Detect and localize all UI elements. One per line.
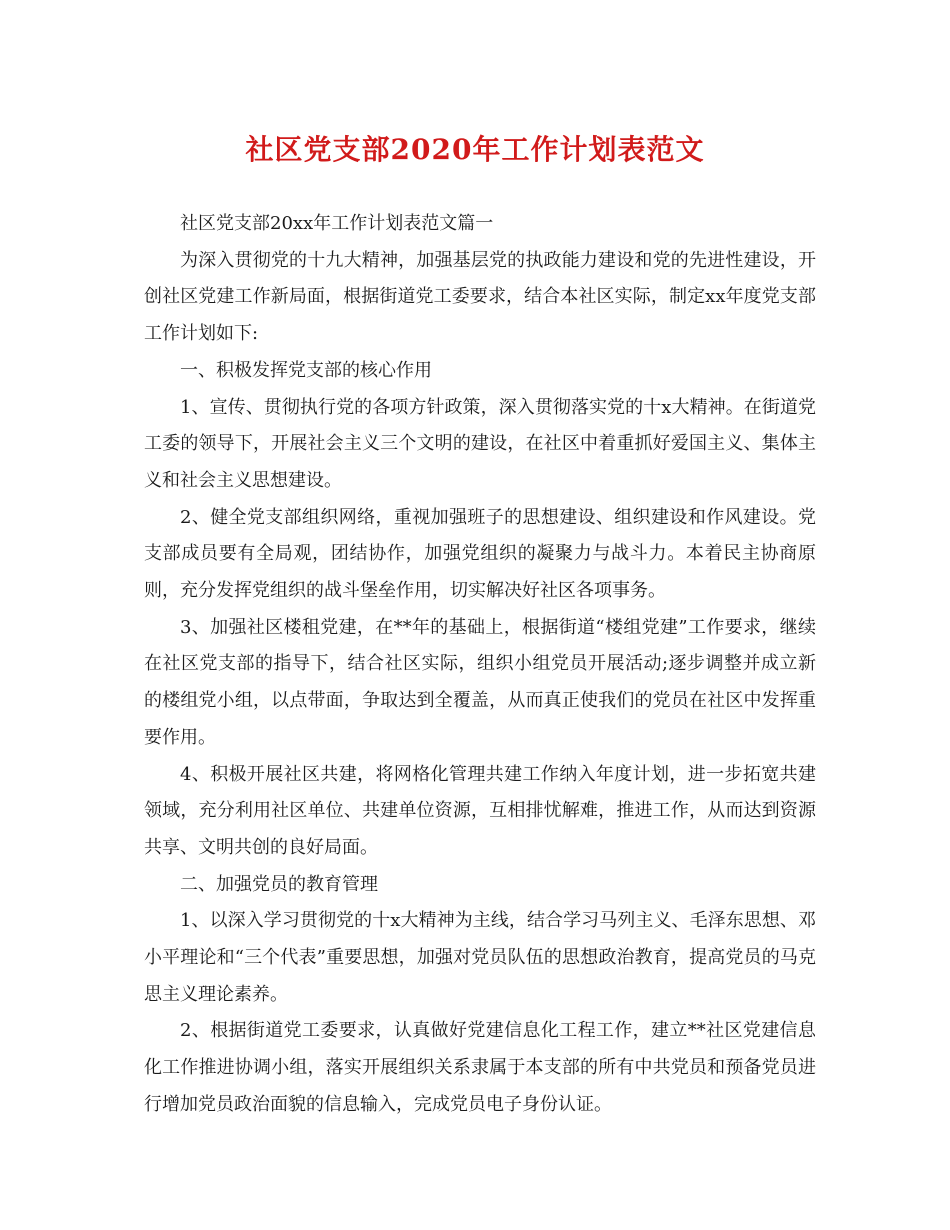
- document-body: [144, 206, 816, 1124]
- paragraph-item-1-4: 4、积极开展社区共建，将网格化管理共建工作纳入年度计划，进一步拓宽共建领域，充分利用社区单位、共建单位资源，互相排忧解难，推进工作，从而达到资源共享、文明共创的良好局面。: [144, 763, 816, 858]
- paragraph-item-1-2: 2、健全党支部组织网络，重视加强班子的思想建设、组织建设和作风建设。党支部成员要有全局观，团结协作，加强党组织的凝聚力与战斗力。本着民主协商原则，充分发挥党组织的战斗堡垒作用，切实解决好社区各项事务。: [144, 506, 816, 602]
- paragraph-item-2-1: 1、以深入学习贯彻党的十x大精神为主线，结合学习马列主义、毛泽东思想、邓小平理论和“三个代表”重要思想，加强对党员队伍的思想政治教育，提高党员的马克思主义理论素养。: [144, 910, 816, 1005]
- section-subtitle: 社区党支部20xx年工作计划表范文篇一: [180, 213, 494, 234]
- intro-paragraph: 为深入贯彻党的十九大精神，加强基层党的执政能力建设和党的先进性建设，开创社区党建工作新局面，根据街道党工委要求，结合本社区实际，制定xx年度党支部工作计划如下:: [144, 249, 816, 345]
- section-heading-one: 一、积极发挥党支部的核心作用: [180, 359, 432, 381]
- document-title: 社区党支部2020年工作计划表范文: [245, 133, 705, 166]
- paragraph-item-2-2: 2、根据街道党工委要求，认真做好党建信息化工程工作，建立**社区党建信息化工作推进协调小组，落实开展组织关系隶属于本支部的所有中共党员和预备党员进行增加党员政治面貌的信息输入，完成党员电子身份认证。: [144, 1020, 816, 1115]
- paragraph-item-1-3: 3、加强社区楼租党建，在**年的基础上，根据街道“楼组党建”工作要求，继续在社区党支部的指导下，结合社区实际，组织小组党员开展活动;逐步调整并成立新的楼组党小组，以点带面，争取达到全覆盖，从而真正使我们的党员在社区中发挥重要作用。: [144, 616, 816, 748]
- paragraph-item-1-1: 1、宣传、贯彻执行党的各项方针政策，深入贯彻落实党的十x大精神。在街道党工委的领导下，开展社会主义三个文明的建设，在社区中着重抓好爱国主义、集体主义和社会主义思想建设。: [144, 396, 816, 491]
- section-heading-two: 二、加强党员的教育管理: [180, 873, 378, 895]
